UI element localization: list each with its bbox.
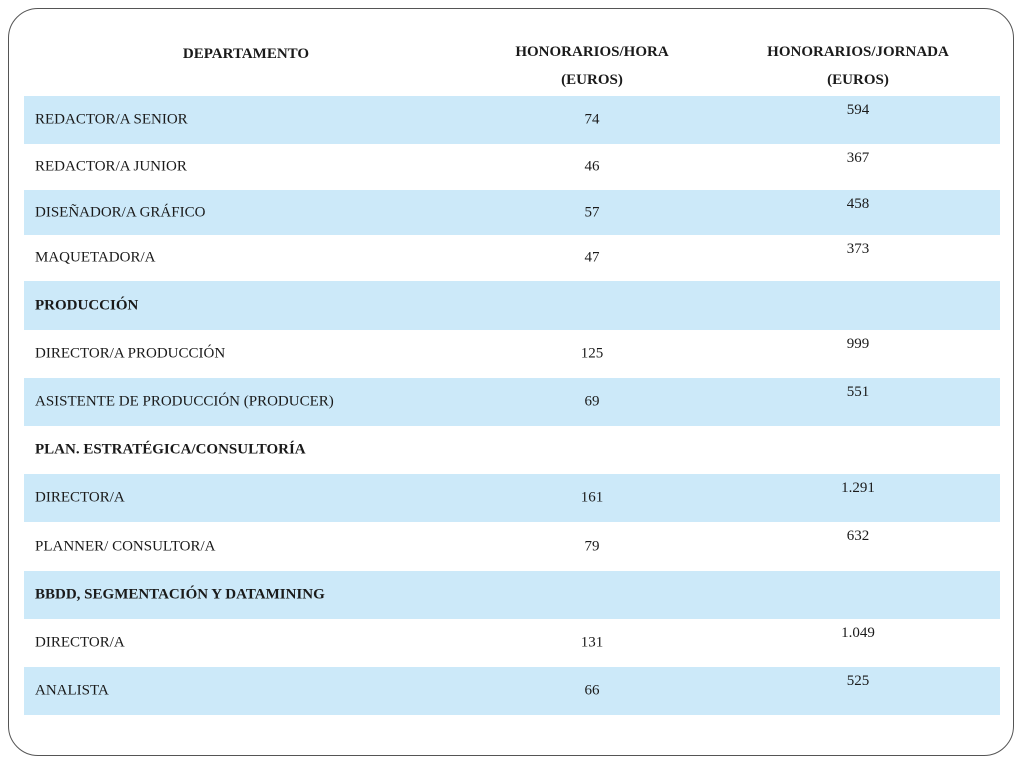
row-departamento: ANALISTA	[35, 682, 109, 699]
row-honorarios-jornada: 1.049	[841, 625, 875, 641]
row-honorarios-jornada: 999	[846, 336, 870, 352]
row-honorarios-jornada: 632	[846, 528, 870, 544]
row-honorarios-hora: 46	[584, 158, 600, 175]
row-departamento: REDACTOR/A SENIOR	[35, 111, 188, 128]
row-honorarios-hora: 125	[580, 345, 604, 362]
row-honorarios-hora: 131	[580, 634, 604, 651]
table-row	[24, 667, 1000, 715]
section-title: PRODUCCIÓN	[35, 297, 139, 313]
row-departamento: MAQUETADOR/A	[35, 249, 156, 266]
header-hora-line2: (EUROS)	[561, 72, 623, 88]
row-honorarios-jornada: 367	[846, 150, 870, 166]
row-departamento: DISEÑADOR/A GRÁFICO	[35, 204, 206, 220]
table-row	[24, 235, 1000, 281]
table-row	[24, 474, 1000, 522]
table-row	[24, 330, 1000, 378]
section-row	[24, 571, 1000, 619]
section-row	[24, 281, 1000, 330]
row-honorarios-hora: 79	[584, 538, 600, 554]
header-honorarios-hora	[468, 38, 716, 94]
row-departamento: DIRECTOR/A	[35, 634, 125, 651]
row-departamento: DIRECTOR/A	[35, 489, 125, 506]
table-row	[24, 522, 1000, 571]
header-jornada-line1: HONORARIOS/JORNADA	[767, 44, 949, 60]
row-honorarios-jornada: 458	[846, 196, 870, 212]
table-row	[24, 144, 1000, 190]
row-honorarios-jornada: 594	[846, 102, 870, 118]
section-row	[24, 426, 1000, 474]
row-departamento: ASISTENTE DE PRODUCCIÓN (PRODUCER)	[35, 393, 334, 410]
table-header	[24, 40, 1000, 96]
section-title: BBDD, SEGMENTACIÓN Y DATAMINING	[35, 586, 325, 603]
row-departamento: REDACTOR/A JUNIOR	[35, 158, 187, 175]
row-honorarios-jornada: 525	[846, 673, 870, 689]
table-row	[24, 96, 1000, 144]
header-jornada-line2: (EUROS)	[827, 72, 889, 88]
row-honorarios-jornada: 1.291	[841, 480, 875, 496]
row-honorarios-jornada: 551	[846, 384, 870, 400]
row-honorarios-hora: 161	[580, 489, 604, 506]
row-honorarios-hora: 66	[584, 682, 600, 699]
header-hora-line1: HONORARIOS/HORA	[515, 44, 669, 60]
header-honorarios-jornada	[716, 38, 1000, 94]
header-departamento: DEPARTAMENTO	[182, 46, 310, 62]
row-honorarios-hora: 74	[584, 111, 600, 128]
table-row	[24, 190, 1000, 235]
row-honorarios-jornada: 373	[846, 241, 870, 257]
row-honorarios-hora: 57	[584, 204, 600, 220]
row-honorarios-hora: 47	[584, 249, 600, 266]
table-row	[24, 378, 1000, 426]
row-departamento: PLANNER/ CONSULTOR/A	[35, 538, 216, 554]
table-row	[24, 619, 1000, 667]
row-departamento: DIRECTOR/A PRODUCCIÓN	[35, 345, 226, 362]
section-title: PLAN. ESTRATÉGICA/CONSULTORÍA	[35, 441, 306, 458]
table-body	[24, 96, 1000, 715]
row-honorarios-hora: 69	[584, 393, 600, 410]
